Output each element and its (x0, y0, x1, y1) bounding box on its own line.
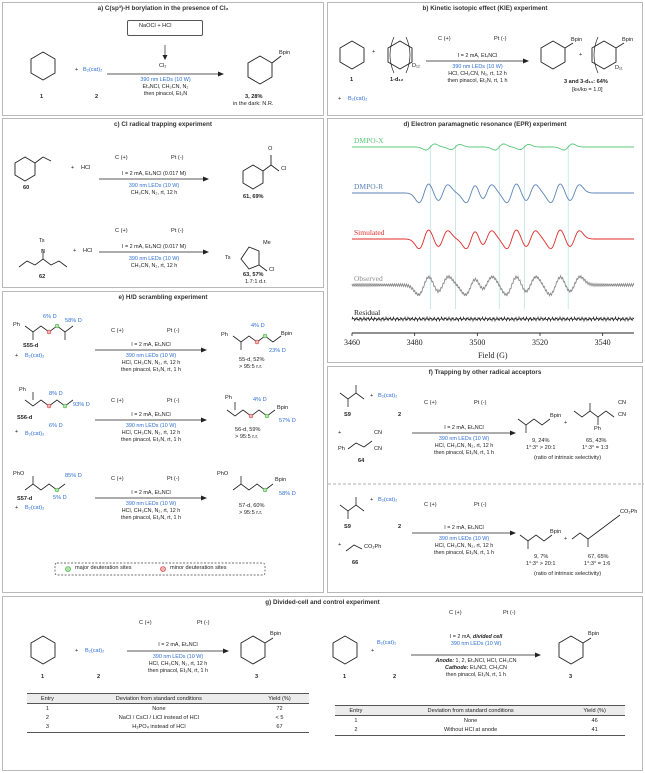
co2ph-f2: CO₂Ph (620, 509, 638, 515)
led-cond-1: 390 nm LEDs (10 W) (128, 183, 180, 189)
product-63-dr: 1.7:1 d.r. (245, 279, 267, 285)
bpin-f1: Bpin (550, 413, 562, 419)
divided-current (411, 634, 541, 641)
kie-product: 3 and 3-d₁₁: 64% (564, 79, 608, 85)
plus-f3: + (564, 420, 568, 426)
p56-d1: 4% D (253, 397, 267, 403)
f-cond2 (412, 536, 516, 556)
series-line-observed (352, 276, 634, 296)
solvent-e3: HCl, CH₃CN, N₂, rt, 12 h (121, 507, 181, 514)
panel-d-title: d) Electron paramagnetic resonance (EPR) experiment (403, 121, 567, 128)
pt-minus-2: Pt (-) (171, 228, 184, 234)
led-condition: 390 nm LEDs (10 W) (140, 77, 191, 83)
led-cond: 390 nm LEDs (10 W) (452, 64, 503, 70)
panel-b-title: b) Kinetic isotopic effect (KIE) experiment (422, 5, 548, 12)
workup-g1: then pinacol, Et₃N, rt, 1 h (147, 667, 209, 674)
panel-d (327, 118, 643, 363)
num2-g2: 2 (393, 674, 397, 680)
control-table-header-row (27, 694, 309, 704)
workup-condition: then pinacol, Et₃N (143, 90, 188, 97)
b2cat2-label: B₂(cat)₂ (83, 67, 103, 73)
s57-d2: 5% D (53, 495, 67, 501)
p56-rr: > 95:5 r.r. (235, 434, 259, 440)
x-tick-label: 3520 (532, 338, 548, 347)
yield-9b: 9, 7% (534, 554, 549, 560)
s9-2: S9 (344, 524, 351, 530)
g-cond2-top (411, 634, 541, 648)
led-e3: 390 nm LEDs (10 W) (125, 501, 177, 507)
c-plus: C (+) (438, 36, 451, 42)
anode-line (411, 658, 541, 665)
pt-minus-g2: Pt (-) (503, 610, 516, 616)
ratio-b: (ratio of intrinsic selectivity) (534, 571, 602, 577)
p57-rr: > 95:5 r.r. (239, 510, 263, 516)
b2cat2-e3: B₂(cat)₂ (25, 505, 45, 511)
series-line-dmpo-x (352, 144, 634, 150)
divided-cell-table (335, 705, 625, 736)
s57-label: S57-d (17, 496, 33, 502)
solvent-f2: HCl, CH₃CN, N₂, rt, 12 h (434, 542, 494, 549)
panel-c-cond2 (99, 256, 209, 270)
table-cell: NaCl / CsCl / LiCl instead of HCl (118, 714, 199, 721)
divided-table-header-cell: Deviation from standard conditions (377, 706, 564, 716)
product-63: 63, 57% (243, 272, 264, 278)
g-cond1-top (127, 642, 229, 649)
me-label: Me (263, 240, 271, 246)
solvent-f1: HCl, CH₃CN, N₂, rt, 12 h (434, 442, 494, 449)
divided-table-header-cell: Entry (335, 706, 377, 716)
s56-d3: 6% D (49, 423, 63, 429)
hcl-1: HCl (81, 165, 91, 171)
solvent-g1: HCl, CH₃CN, N₂, rt, 12 h (148, 660, 208, 667)
ph-f2: Ph (594, 426, 601, 432)
panel-c (2, 118, 324, 288)
c-plus-1: C (+) (115, 155, 128, 161)
f-cond2-top (412, 525, 516, 532)
panel-c-cond1 (99, 183, 209, 197)
b2cat2-g1: B₂(cat)₂ (85, 648, 105, 654)
pho-p: PhO (217, 471, 229, 477)
kie-value: [kʜ/kᴅ = 1.0] (572, 87, 603, 93)
s56-d1: 8% D (49, 391, 63, 397)
plus-e3: + (15, 505, 19, 511)
workup-e2: then pinacol, Et₃N, rt, 1 h (120, 436, 182, 443)
legend-minor: minor deuteration sites (170, 565, 227, 571)
panel-b-graphics (328, 3, 644, 117)
num1-g1: 1 (41, 674, 45, 680)
x-tick-label: 3480 (406, 338, 423, 347)
b2cat2-e1: B₂(cat)₂ (25, 353, 45, 359)
p57-yield: 57-d, 60% (239, 503, 265, 509)
table-row (27, 723, 309, 733)
table-cell: 3 (27, 723, 68, 733)
series-label: Observed (354, 274, 383, 283)
plus-2: + (338, 96, 342, 102)
series-label: Simulated (354, 228, 385, 237)
anode-text: 1, 2, Et₄NCl, HCl, CH₃CN (454, 658, 517, 664)
e-cond3 (95, 501, 207, 521)
p55-d2: 23% D (269, 348, 286, 354)
p55-d1: 4% D (251, 323, 265, 329)
ph-p1: Ph (221, 332, 228, 338)
compound-1d: 1-d₁₂ (390, 77, 404, 83)
p56-d2: 57% D (279, 418, 296, 424)
num3-g1: 3 (255, 674, 259, 680)
plus-f2: + (338, 430, 342, 436)
b2cat2: B₂(cat)₂ (348, 96, 368, 102)
e-cond3-top (95, 490, 207, 497)
cathode-label: Cathode: (445, 664, 469, 671)
led-g1: 390 nm LEDs (10 W) (152, 654, 204, 660)
s56-label: S56-d (17, 415, 33, 421)
bpin-1: Bpin (571, 37, 583, 43)
cn-f2: CN (374, 446, 383, 452)
table-row (335, 716, 625, 726)
current-f1: I = 2 mA, Et₄NCl (444, 425, 484, 431)
panel-b-cond-top (426, 53, 529, 60)
cl2-label: Cl₂ (159, 63, 167, 69)
table-cell: Without HCl at anode (377, 725, 564, 735)
bpin-g1: Bpin (270, 631, 282, 637)
f-cond1-top (412, 425, 516, 432)
ph-p2: Ph (225, 395, 232, 401)
solvent-cond-1: CH₃CN, N₂, rt, 12 h (130, 189, 178, 196)
legend-major: major deuteration sites (75, 565, 132, 571)
panel-f (327, 366, 643, 593)
yield-67: 67, 65% (588, 554, 609, 560)
workup-e3: then pinacol, Et₃N, rt, 1 h (120, 514, 182, 521)
pt-minus-e2: Pt (-) (167, 398, 180, 404)
table-cell: 1 (354, 717, 358, 724)
e-cond2-top (95, 412, 207, 419)
divided-current-text: I = 2 mA, (449, 634, 473, 640)
bpin-label: Bpin (279, 50, 291, 56)
ts-label-2: Ts (225, 255, 231, 261)
plus-e2: + (15, 429, 19, 435)
series-label: DMPO-X (354, 136, 384, 145)
p57-d1: 58% D (279, 491, 296, 497)
table-cell: 72 (276, 705, 283, 712)
cn-f1: CN (374, 430, 383, 436)
panel-f-title: f) Trapping by other radical acceptors (428, 369, 542, 376)
table-cell: H₃PO₄ instead of HCl (68, 723, 250, 733)
led-f1: 390 nm LEDs (10 W) (438, 436, 490, 442)
series-label: Residual (354, 308, 381, 317)
pt-minus-1: Pt (-) (171, 155, 184, 161)
bpin-2: Bpin (622, 37, 634, 43)
plus-f6: + (564, 536, 568, 542)
co2ph-f1: CO₂Ph (364, 544, 382, 550)
table-row (27, 713, 309, 722)
pt-minus-f2: Pt (-) (474, 502, 487, 508)
bpin-f2: Bpin (550, 529, 562, 535)
table-cell: 67 (250, 723, 309, 733)
pt-minus: Pt (-) (494, 36, 507, 42)
d12-label: D₁₂ (412, 63, 421, 69)
table-cell: 2 (335, 725, 377, 735)
ph-1: Ph (13, 322, 20, 328)
plus-e1: + (15, 353, 19, 359)
divided-table-header-cell: Yield (%) (564, 706, 625, 716)
table-row (27, 704, 309, 714)
num2-f1: 2 (398, 412, 402, 418)
e-cond2 (95, 423, 207, 443)
x-tick-label: 3500 (469, 338, 486, 347)
plus-g2: + (371, 648, 375, 654)
s57-d1: 85% D (65, 473, 82, 479)
table-cell: 41 (564, 725, 625, 735)
b2cat2-f2: B₂(cat)₂ (378, 497, 398, 503)
plus-3: + (579, 52, 583, 58)
num3-g2: 3 (569, 674, 573, 680)
current-f2: I = 2 mA, Et₄NCl (444, 525, 484, 531)
plus-a: + (71, 165, 75, 171)
yield-9a: 9, 24% (532, 438, 550, 444)
p56-yield: 56-d, 59% (235, 427, 261, 433)
hcl-2: HCl (83, 248, 93, 254)
series-line-dmpo-r (352, 184, 634, 203)
compound-66: 66 (352, 560, 359, 566)
cathode-text: Et₄NCl, CH₃CN (468, 664, 507, 671)
c-plus-e2: C (+) (111, 398, 124, 404)
table-cell: None (152, 705, 166, 712)
compound-1-label: 1 (40, 94, 44, 100)
bpin-e3: Bpin (275, 477, 287, 483)
s55-d1: 6% D (43, 314, 57, 320)
workup-g2: then pinacol, Et₃N, rt, 1 h (445, 671, 507, 678)
bpin-g2: Bpin (588, 631, 600, 637)
table-cell: < 5 (275, 714, 284, 721)
ratio-a: (ratio of intrinsic selectivity) (534, 455, 602, 461)
panel-e-title: e) H/D scrambling experiment (118, 294, 208, 301)
panel-b-cond (426, 64, 529, 84)
g-cond1 (127, 654, 229, 674)
compound-60: 60 (23, 185, 30, 191)
current-g1: I = 2 mA, Et₄NCl (158, 642, 198, 648)
panel-g-graphics (3, 597, 644, 772)
sel-67: 1°:3° = 1:6 (584, 561, 611, 567)
epr-spectrum (328, 119, 644, 364)
c-plus-g1: C (+) (139, 620, 152, 626)
b2cat2-e2: B₂(cat)₂ (25, 431, 45, 437)
solvent-condition: Et₄NCl, CH₃CN, N₂ (142, 83, 189, 90)
led-cond-2: 390 nm LEDs (10 W) (128, 256, 180, 262)
bpin-e1: Bpin (281, 331, 293, 337)
table-row (335, 725, 625, 735)
panel-g (2, 596, 643, 771)
cyclohexane-1 (31, 52, 55, 80)
b2cat2-f1: B₂(cat)₂ (378, 393, 398, 399)
dark-result: in the dark: N.R. (233, 101, 274, 107)
x-tick-label: 3460 (344, 338, 360, 347)
reagent-box-text: NaOCl + HCl (139, 23, 172, 29)
cl-label-2: Cl (269, 267, 275, 273)
solvent-e2: HCl, CH₃CN, N₂, rt, 12 h (121, 429, 181, 436)
panel-b (327, 2, 643, 116)
num1-g2: 1 (343, 674, 347, 680)
panel-c-cond1-top (99, 171, 209, 178)
yield-65: 65, 43% (586, 438, 607, 444)
compound-64: 64 (358, 458, 365, 464)
led-e2: 390 nm LEDs (10 W) (125, 423, 177, 429)
b2cat2-g2: B₂(cat)₂ (377, 640, 397, 646)
p55-rr: > 95:5 r.r. (239, 364, 263, 370)
compound-62: 62 (39, 274, 46, 280)
pt-minus-e3: Pt (-) (167, 476, 180, 482)
panel-a-title: a) C(sp³)-H borylation in the presence of Cl₂ (97, 5, 229, 12)
workup-f2: then pinacol, Et₃N, rt, 1 h (433, 549, 495, 556)
panel-c-title: c) Cl radical trapping experiment (114, 121, 212, 128)
plus-sign: + (75, 67, 79, 73)
table-cell: 46 (591, 717, 598, 724)
divided-table-header-row (335, 706, 625, 716)
compound-2-label: 2 (95, 94, 99, 100)
c-plus-e1: C (+) (111, 328, 124, 334)
e-cond1-top (95, 342, 207, 349)
d11-label: D₁₁ (615, 65, 623, 71)
anode-label: Anode: (435, 658, 455, 664)
series-label: DMPO-R (354, 182, 384, 191)
solvent-cond: HCl, CH₃CN, N₂, rt, 12 h (448, 70, 507, 77)
workup-f1: then pinacol, Et₃N, rt, 1 h (433, 449, 495, 456)
cathode-line (411, 665, 541, 672)
ph-f1: Ph (338, 446, 345, 452)
cn-f3: CN (618, 400, 627, 406)
current-cond: I = 2 mA, Et₄NCl (457, 53, 498, 59)
x-tick-label: 3540 (594, 338, 611, 347)
table-cell: 1 (45, 705, 49, 712)
plus-f1: + (370, 393, 374, 399)
table-cell: 2 (45, 714, 49, 721)
num2-g1: 2 (97, 674, 101, 680)
p55-yield: 55-d, 52% (239, 357, 265, 363)
product-yield: 3, 28% (245, 94, 263, 100)
series-line-residual (352, 317, 634, 321)
panel-g-title: g) Divided-cell and control experiment (265, 599, 380, 606)
s55-d2: 58% D (65, 318, 82, 324)
plus-g1: + (75, 648, 79, 654)
cyclohexane-product (248, 56, 272, 84)
panel-a-conditions (107, 77, 224, 97)
ts-label-1: Ts (39, 238, 45, 244)
plus-b: + (73, 248, 77, 254)
control-table-header-cell: Deviation from standard conditions (68, 694, 250, 704)
n-label-1: N (41, 249, 46, 255)
e-cond1 (95, 353, 207, 373)
c-plus-f1: C (+) (424, 400, 437, 406)
c-plus-2: C (+) (115, 228, 128, 234)
led-e1: 390 nm LEDs (10 W) (125, 353, 177, 359)
workup-e1: then pinacol, Et₃N, rt, 1 h (120, 366, 182, 373)
c-plus-f2: C (+) (424, 502, 437, 508)
x-axis-label: Field (G) (478, 351, 508, 360)
plus-f5: + (338, 542, 342, 548)
current-e1: I = 2 mA, Et₄NCl (131, 342, 171, 348)
table-cell: None (463, 717, 478, 724)
o-label: O (268, 146, 273, 152)
bpin-e2: Bpin (277, 405, 289, 411)
pho-1: PhO (13, 471, 25, 477)
pt-minus-f1: Pt (-) (474, 400, 487, 406)
panel-c-cond2-top (99, 244, 209, 251)
compound-1: 1 (350, 77, 354, 83)
solvent-cond-2: CH₃CN, N₂, rt, 12 h (130, 262, 178, 269)
panel-a (2, 2, 324, 116)
s56-d2: 93% D (73, 402, 90, 408)
product-61: 61, 69% (243, 194, 264, 200)
f-cond1 (412, 436, 516, 456)
current-cond-1: I = 2 mA, Et₄NCl (0.017 M) (121, 171, 187, 177)
sel-65: 1°:3° = 1:3 (582, 445, 609, 451)
g-cond2 (411, 658, 541, 678)
ph-2: Ph (19, 387, 26, 393)
s9-1: S9 (344, 412, 351, 418)
divided-cell-label: divided cell (472, 634, 503, 640)
plus-1: + (372, 49, 376, 55)
cl-label-1: Cl (281, 166, 287, 172)
current-e2: I = 2 mA, Et₄NCl (131, 412, 171, 418)
control-table-header-cell: Entry (27, 694, 68, 704)
num2-f2: 2 (398, 524, 402, 530)
led-f2: 390 nm LEDs (10 W) (438, 536, 490, 542)
pt-minus-e1: Pt (-) (167, 328, 180, 334)
c-plus-e3: C (+) (111, 476, 124, 482)
cn-f4: CN (618, 412, 627, 418)
control-table (27, 693, 309, 733)
sel-9a: 1°:3° > 20:1 (526, 445, 556, 451)
current-e3: I = 2 mA, Et₄NCl (131, 490, 171, 496)
sel-9b: 1°:3° > 20:1 (526, 561, 556, 567)
s55-label: S55-d (23, 343, 39, 349)
current-cond-2: I = 2 mA, Et₄NCl (0.017 M) (121, 244, 187, 250)
led-g2: 390 nm LEDs (10 W) (450, 640, 502, 647)
series-line-simulated (352, 230, 634, 249)
control-table-header-cell: Yield (%) (250, 694, 309, 704)
pt-minus-g1: Pt (-) (197, 620, 210, 626)
c-plus-g2: C (+) (449, 610, 462, 616)
workup-cond: then pinacol, Et₃N, rt, 1 h (447, 77, 508, 84)
plus-f4: + (370, 497, 374, 503)
panel-e (2, 291, 324, 593)
solvent-e1: HCl, CH₃CN, N₂, rt, 12 h (121, 359, 181, 366)
